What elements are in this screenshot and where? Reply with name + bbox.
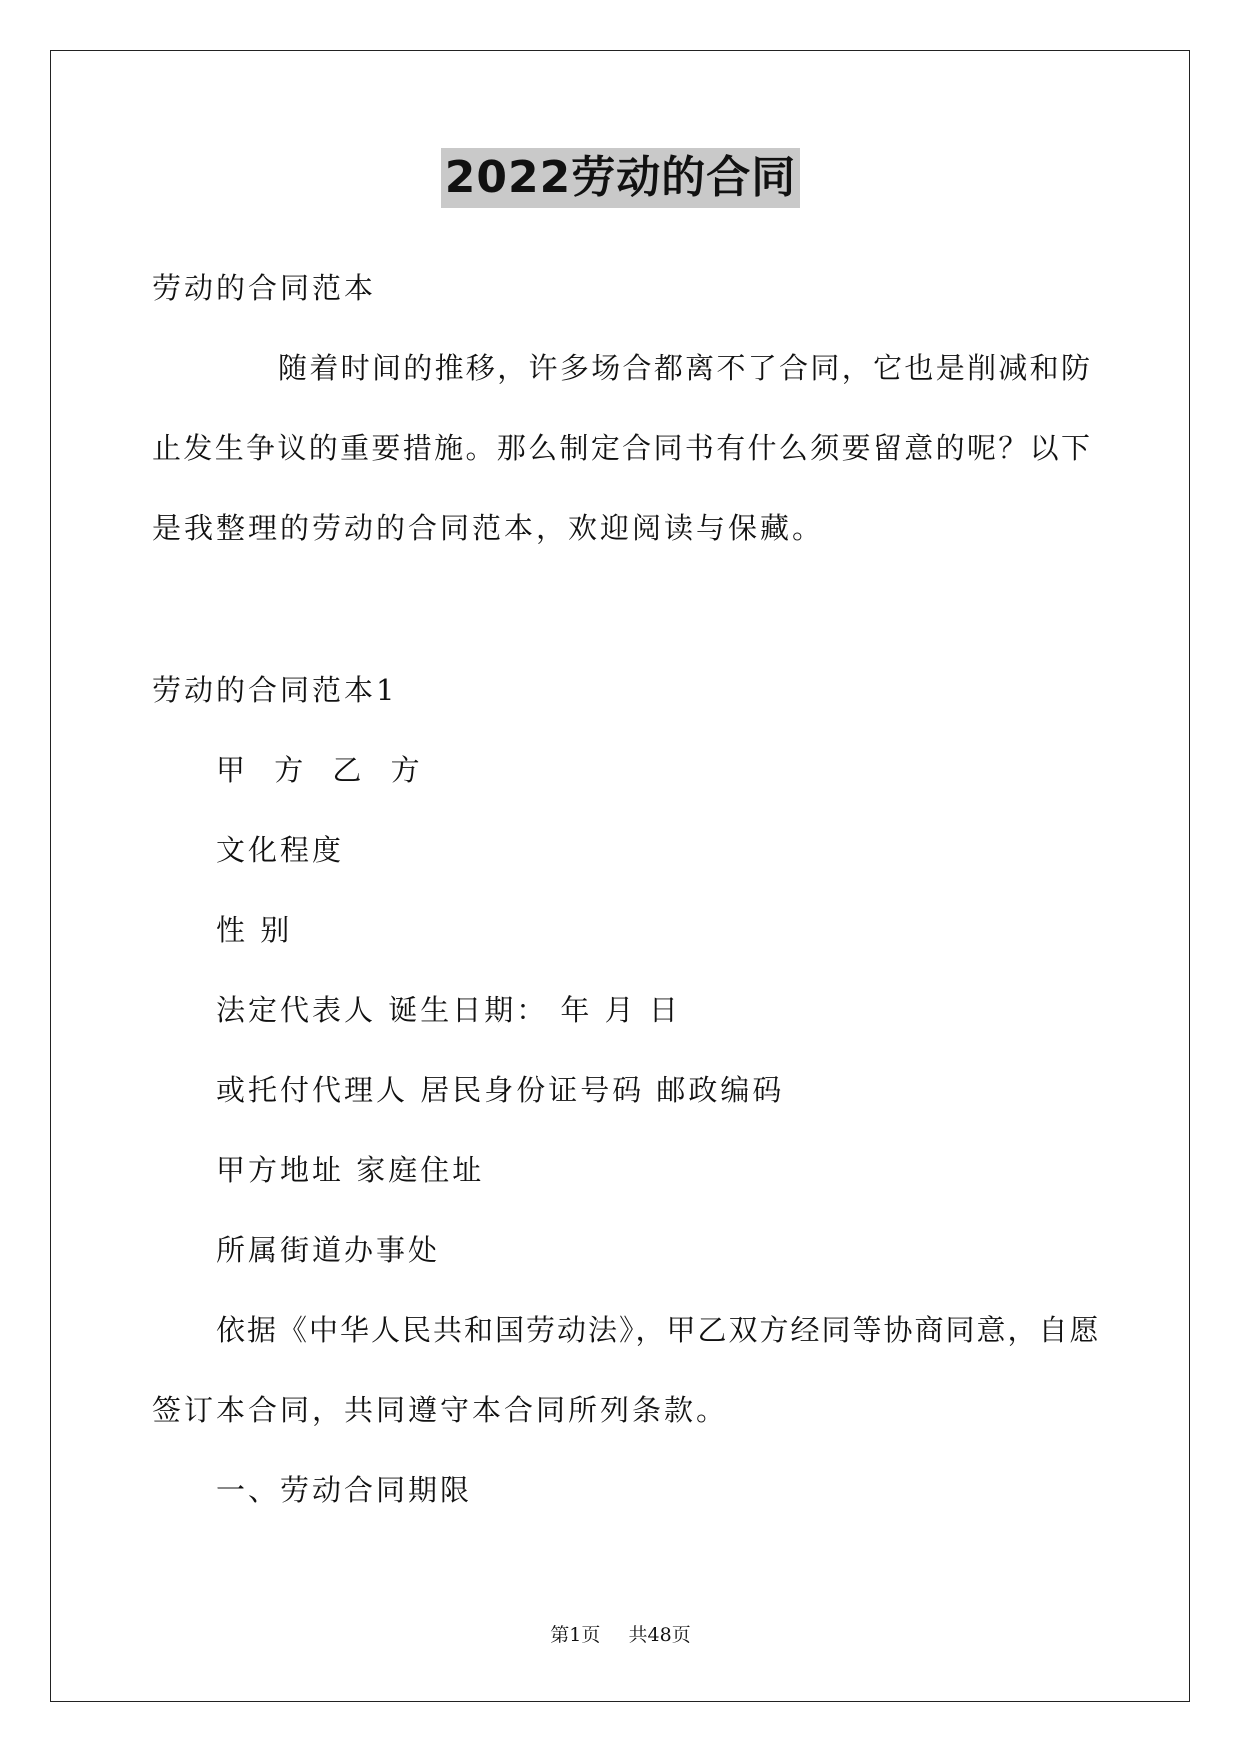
intro-line-1: 随着时间的推移，许多场合都离不了合同，它也是削减和防 <box>278 351 1092 385</box>
section-heading: 劳动的合同范本1 <box>152 673 398 707</box>
page-total: 共48页 <box>628 1624 691 1646</box>
basis-line-2: 签订本合同，共同遵守本合同所列条款。 <box>152 1393 729 1427</box>
document-title: 2022劳动的合同 <box>441 148 800 208</box>
field-agent: 或托付代理人 居民身份证号码 邮政编码 <box>216 1073 785 1107</box>
page-number: 第1页 <box>550 1624 601 1646</box>
field-gender: 性 别 <box>216 913 293 947</box>
page-footer <box>0 1622 1241 1648</box>
basis-line-1: 依据《中华人民共和国劳动法》，甲乙双方经同等协商同意，自愿 <box>216 1313 1101 1347</box>
field-education: 文化程度 <box>216 833 345 867</box>
intro-line-3: 是我整理的劳动的合同范本，欢迎阅读与保藏。 <box>152 511 825 545</box>
field-street-office: 所属街道办事处 <box>216 1233 441 1267</box>
clause-1-heading: 一、劳动合同期限 <box>216 1473 473 1507</box>
title-container <box>0 148 1241 208</box>
intro-line-2: 止发生争议的重要措施。那么制定合同书有什么须要留意的呢？以下 <box>152 431 1092 465</box>
field-address: 甲方地址 家庭住址 <box>216 1153 485 1187</box>
document-subtitle: 劳动的合同范本 <box>152 271 377 305</box>
field-parties: 甲 方 乙 方 <box>216 753 430 787</box>
field-legal-rep: 法定代表人 诞生日期： 年 月 日 <box>216 993 681 1027</box>
